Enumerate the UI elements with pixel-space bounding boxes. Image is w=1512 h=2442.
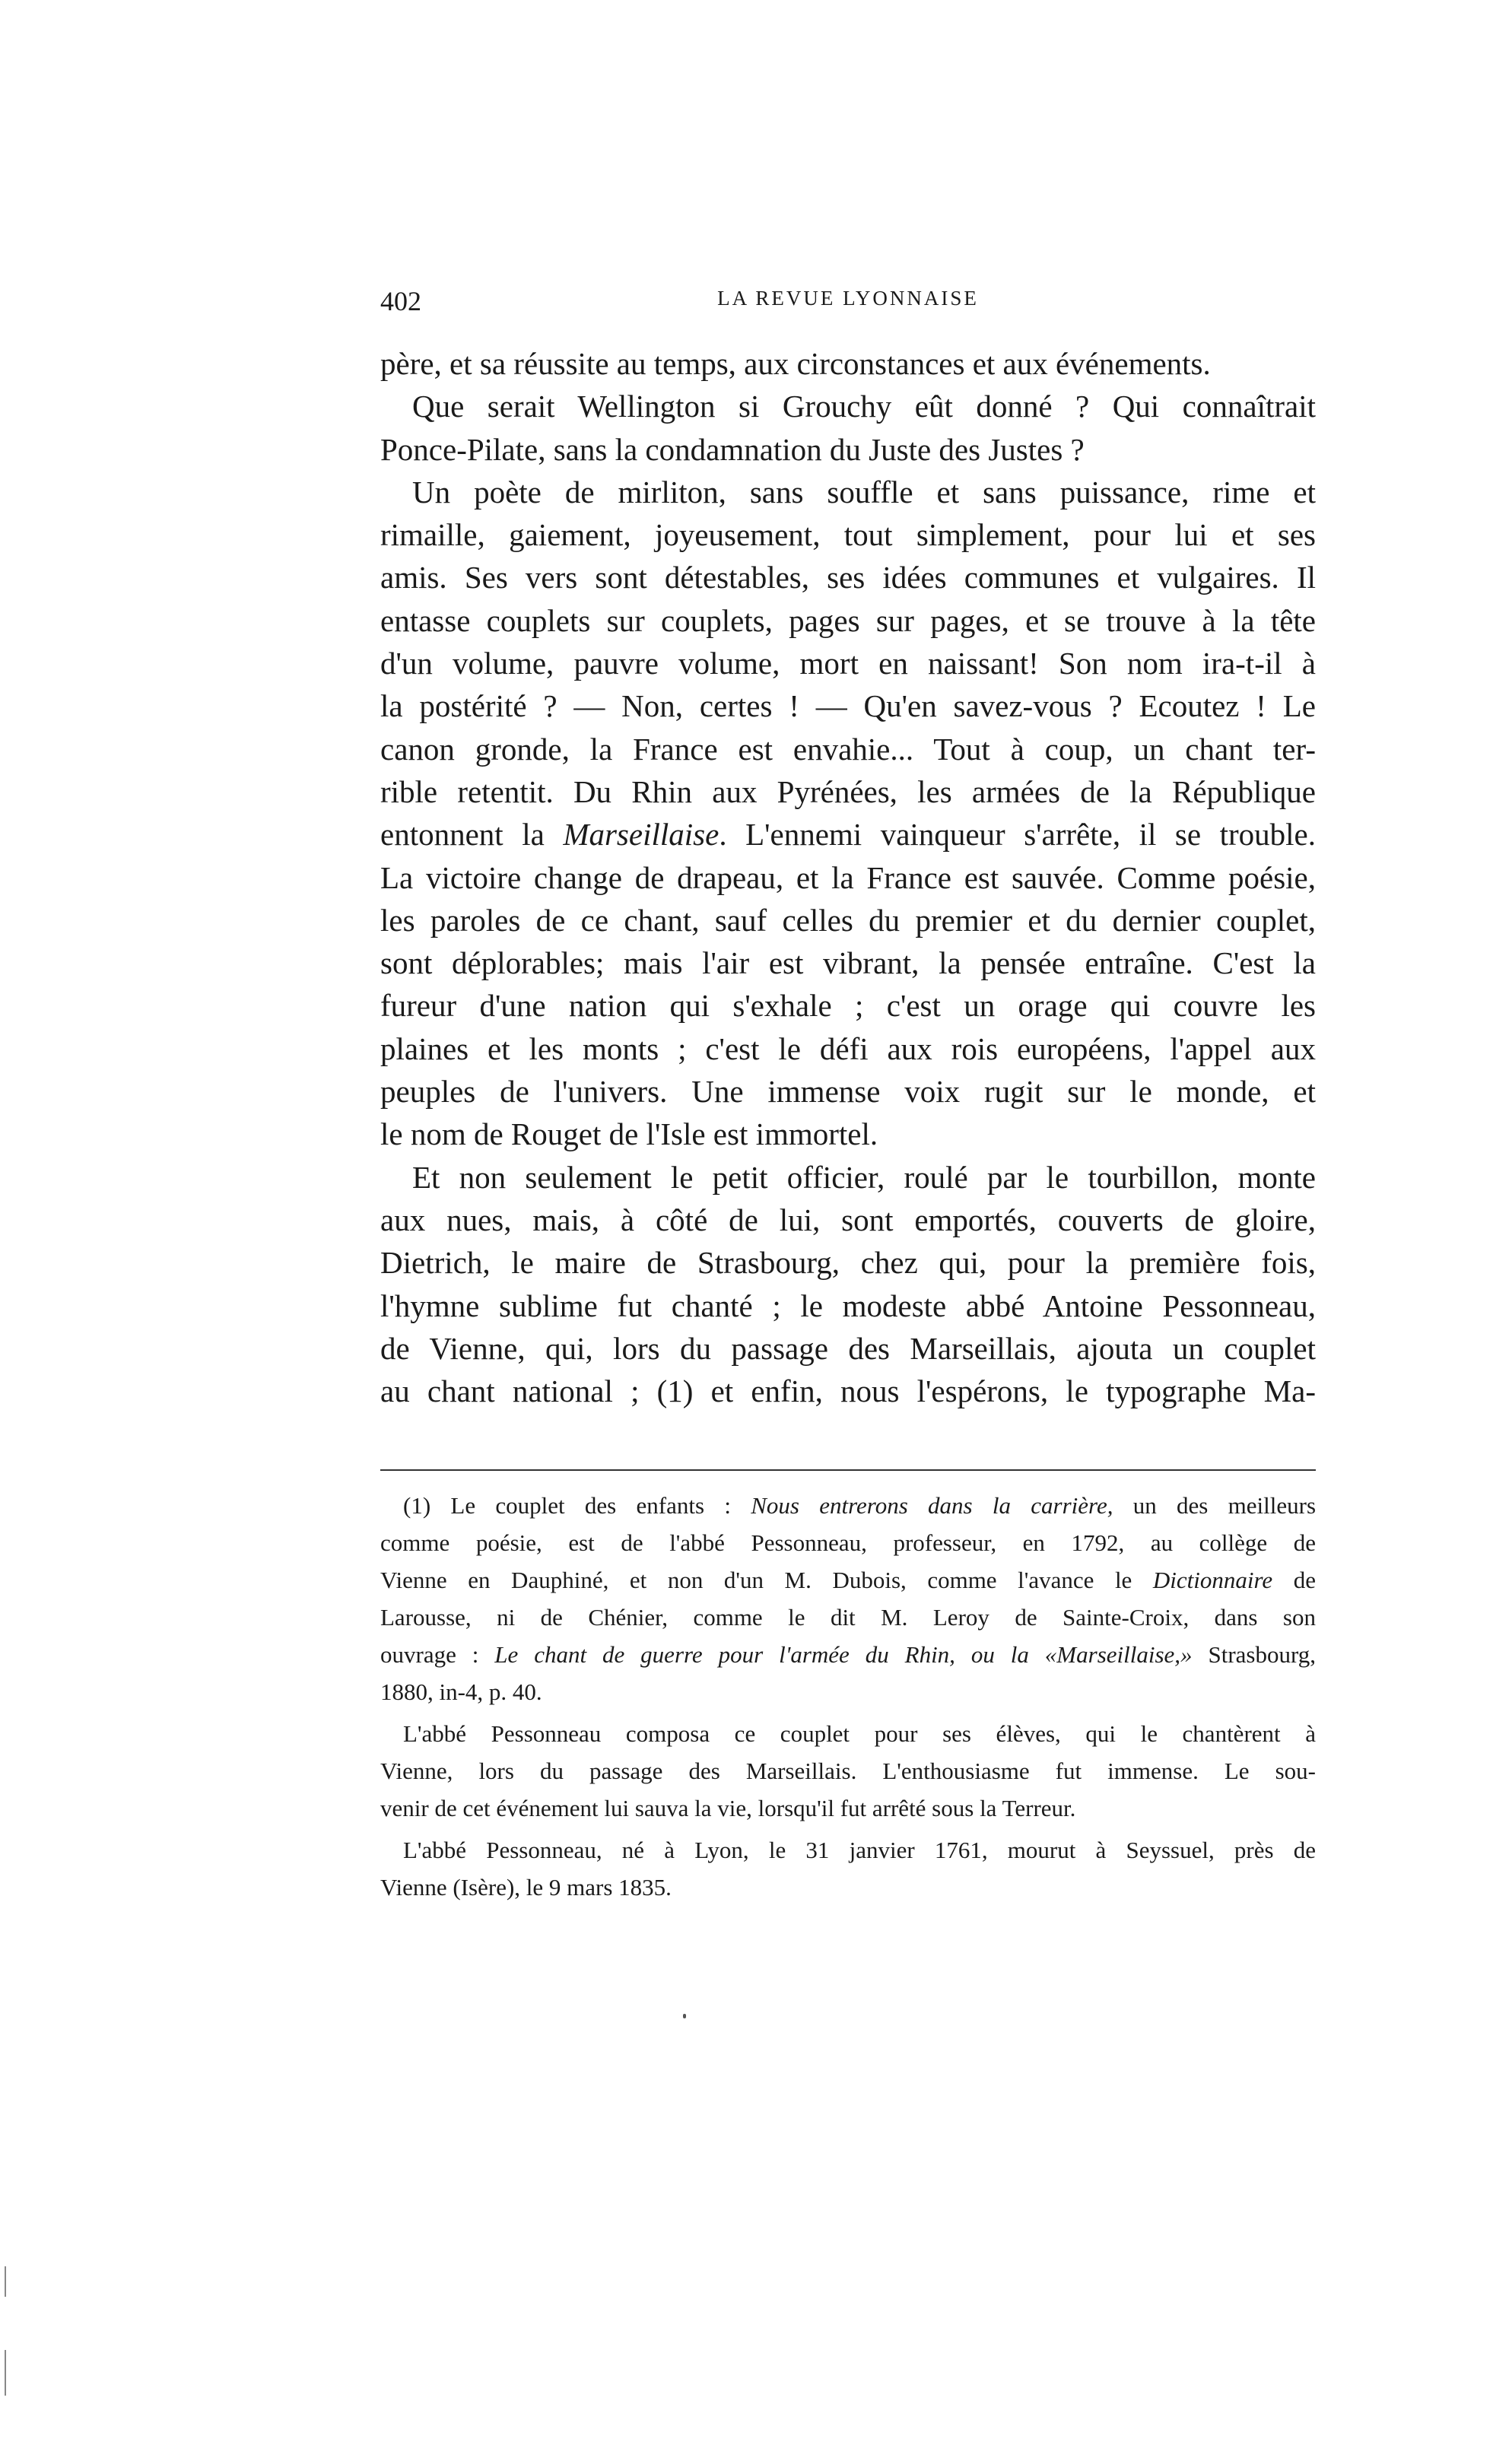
text-line: plaines et les monts ; c'est le défi aux rois européens, l'appel aux bbox=[380, 1030, 1316, 1066]
footnote-segment: ouvrage : bbox=[380, 1641, 495, 1668]
text-line: Ponce-Pilate, sans la condamnation du Juste des Justes ? bbox=[380, 431, 1085, 467]
text-line: Que serait Wellington si Grouchy eût donné ? Qui connaîtrait bbox=[412, 389, 1316, 424]
footnote-rule bbox=[380, 1469, 1316, 1471]
footnote-segment: Vienne, lors du passage des Marseillais. L'enthousiasme fut immense. Le sou- bbox=[380, 1758, 1316, 1784]
footnote-segment: comme poésie, est de l'abbé Pessonneau, professeur, en 1792, au collège de bbox=[380, 1529, 1316, 1556]
text-line: aux nues, mais, à côté de lui, sont emportés, couverts de gloire, bbox=[380, 1202, 1316, 1237]
italic-title: Marseillaise bbox=[563, 817, 719, 853]
footnote-segment: un des meilleurs bbox=[1113, 1492, 1317, 1519]
text-line: amis. Ses vers sont détestables, ses idées communes et vulgaires. Il bbox=[380, 560, 1316, 595]
footnote-line bbox=[380, 1673, 1316, 1710]
footnote-segment: Strasbourg, bbox=[1192, 1641, 1316, 1668]
footnote-italic-segment: Nous entrerons dans la carrière, bbox=[751, 1492, 1113, 1519]
footnote-segment: de bbox=[1272, 1567, 1317, 1593]
text-line: entasse couplets sur couplets, pages sur pages, et se trouve à la tête bbox=[380, 602, 1316, 638]
text-line: rimaille, gaiement, joyeusement, tout simplement, pour lui et ses bbox=[380, 517, 1316, 553]
footnote-line bbox=[380, 1869, 1316, 1906]
ink-speck bbox=[683, 2014, 686, 2018]
text-line: le nom de Rouget de l'Isle est immortel. bbox=[380, 1116, 878, 1152]
text-line: La victoire change de drapeau, et la France est sauvée. Comme poésie, bbox=[380, 859, 1316, 895]
text-line: rible retentit. Du Rhin aux Pyrénées, les armées de la République bbox=[380, 773, 1316, 809]
footnote-line bbox=[380, 1715, 1316, 1752]
footnote-line bbox=[380, 1524, 1316, 1561]
text-line: l'hymne sublime fut chanté ; le modeste abbé Antoine Pessonneau, bbox=[380, 1288, 1316, 1323]
scan-edge-mark bbox=[5, 2266, 6, 2297]
footnote-italic-segment: Le chant de guerre pour l'armée du Rhin, ou la «Marseillaise,» bbox=[494, 1641, 1193, 1668]
text-line: père, et sa réussite au temps, aux circonstances et aux événements. bbox=[380, 346, 1211, 381]
journal-title: LA REVUE LYONNAISE bbox=[717, 287, 979, 310]
footnote-line bbox=[380, 1789, 1316, 1827]
text-line: les paroles de ce chant, sauf celles du premier et du dernier couplet, bbox=[380, 902, 1316, 938]
footnotes bbox=[380, 1487, 1316, 1906]
footnote-segment: venir de cet événement lui sauva la vie, lorsqu'il fut arrêté sous la Terreur. bbox=[380, 1795, 1076, 1821]
footnote-line bbox=[380, 1599, 1316, 1636]
text-line: d'un volume, pauvre volume, mort en naissant! Son nom ira-t-il à bbox=[380, 646, 1316, 681]
text-line: fureur d'une nation qui s'exhale ; c'est un orage qui couvre les bbox=[380, 988, 1316, 1024]
running-head bbox=[380, 285, 1316, 323]
text-line: Dietrich, le maire de Strasbourg, chez qui, pour la première fois, bbox=[380, 1245, 1316, 1281]
text-line: Et non seulement le petit officier, roulé par le tourbillon, monte bbox=[412, 1159, 1316, 1195]
footnote-segment: Vienne en Dauphiné, et non d'un M. Dubois, comme l'avance le bbox=[380, 1567, 1153, 1593]
footnote-segment: (1) Le couplet des enfants : bbox=[403, 1492, 751, 1519]
text-line: canon gronde, la France est envahie... Tout à coup, un chant ter- bbox=[380, 731, 1316, 767]
text-line: de Vienne, qui, lors du passage des Marseillais, ajouta un couplet bbox=[380, 1330, 1316, 1366]
footnote-segment: Vienne (Isère), le 9 mars 1835. bbox=[380, 1874, 672, 1901]
footnote-line bbox=[380, 1561, 1316, 1599]
footnote-segment: Larousse, ni de Chénier, comme le dit M. Leroy de Sainte-Croix, dans son bbox=[380, 1604, 1316, 1631]
main-text bbox=[380, 342, 1316, 1412]
text-line: sont déplorables; mais l'air est vibrant, la pensée entraîne. C'est la bbox=[380, 945, 1316, 981]
footnote-line bbox=[380, 1636, 1316, 1673]
footnote-line bbox=[380, 1487, 1316, 1524]
footnote-line bbox=[380, 1752, 1316, 1789]
text-line: au chant national ; (1) et enfin, nous l'espérons, le typographe Ma- bbox=[380, 1373, 1316, 1409]
page-number: 402 bbox=[380, 286, 421, 316]
footnote-segment: 1880, in-4, p. 40. bbox=[380, 1678, 542, 1705]
text-line: la postérité ? — Non, certes ! — Qu'en savez-vous ? Ecoutez ! Le bbox=[380, 688, 1316, 724]
footnote-line bbox=[380, 1831, 1316, 1869]
footnote-italic-segment: Dictionnaire bbox=[1152, 1567, 1273, 1593]
text-line: peuples de l'univers. Une immense voix rugit sur le monde, et bbox=[380, 1074, 1316, 1110]
text-line: Un poète de mirliton, sans souffle et sans puissance, rime et bbox=[412, 474, 1316, 510]
footnote-segment: L'abbé Pessonneau composa ce couplet pour ses élèves, qui le chantèrent à bbox=[403, 1720, 1316, 1747]
scan-edge-mark bbox=[5, 2350, 6, 2396]
text-line: entonnent la Marseillaise. L'ennemi vainqueur s'arrête, il se trouble. bbox=[380, 817, 1316, 853]
footnote-segment: L'abbé Pessonneau, né à Lyon, le 31 janvier 1761, mourut à Seyssuel, près de bbox=[403, 1837, 1316, 1863]
